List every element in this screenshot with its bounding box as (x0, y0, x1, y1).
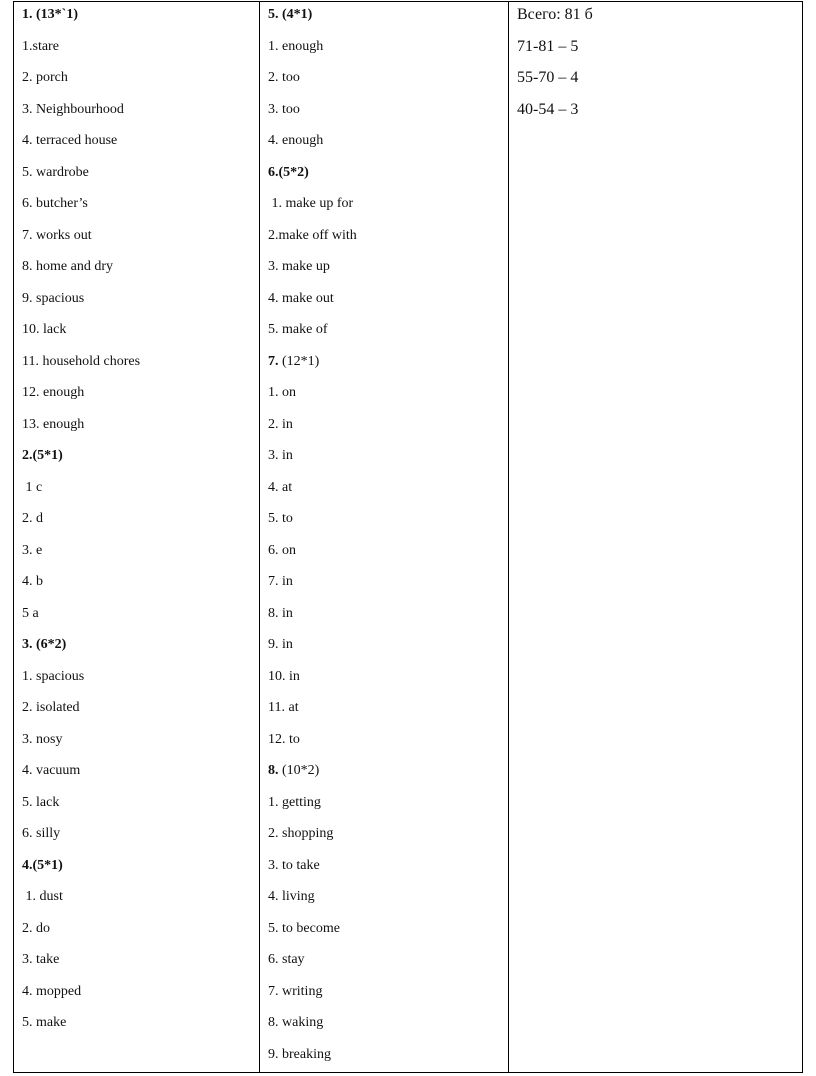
answer-row: 2. porch (22, 70, 68, 85)
answer-row: 3. e (22, 542, 43, 558)
answer-row: 8. in (268, 605, 293, 621)
task-number: 7. (268, 353, 279, 369)
answer-row: 6. stay (268, 952, 305, 967)
answer-row: 5. make (22, 1015, 67, 1030)
answer-row: 2.(5*1) (22, 448, 63, 463)
answer-row: 10. lack (22, 322, 67, 337)
answer-row: 8. home and dry (22, 259, 113, 274)
answer-row: 2. do (22, 920, 50, 936)
answer-row: 4. make out (268, 290, 334, 306)
answer-row: 1. (13*`1) (22, 7, 78, 22)
answer-row: 5. to (268, 511, 293, 526)
answer-row: 4. terraced house (22, 133, 118, 148)
answer-row: 12. to (268, 731, 300, 747)
answer-row: 3. (6*2) (22, 637, 67, 652)
answer-row: 1. enough (268, 38, 324, 54)
answer-row: 10. in (268, 668, 300, 684)
score-column (509, 2, 802, 1072)
answer-row: 3. Neighbourhood (22, 101, 124, 117)
answer-row: 7. works out (22, 227, 92, 243)
answer-row: 7. in (268, 574, 293, 589)
answer-row: 5. (4*1) (268, 7, 313, 22)
answer-row: 9. breaking (268, 1046, 331, 1062)
answer-row: 12. enough (22, 385, 85, 400)
answer-row: 2. d (22, 511, 43, 526)
answer-row: 9. spacious (22, 290, 85, 306)
answer-row: 4. b (22, 574, 43, 589)
answer-row: 5. lack (22, 794, 60, 810)
answer-row: 1. make up for (268, 196, 354, 211)
answer-row: 3. make up (268, 259, 330, 274)
answer-row: 5 a (22, 605, 39, 621)
answer-row: 13. enough (22, 416, 85, 432)
answer-row: 2.make off with (268, 227, 357, 243)
answer-row: 2. isolated (22, 700, 80, 715)
task-number: 8. (268, 763, 279, 778)
answer-key-table (13, 1, 803, 1073)
answer-row: 1. spacious (22, 668, 85, 684)
answer-row: 11. household chores (22, 353, 141, 369)
answer-row: 5. to become (268, 920, 340, 936)
task-points: (10*2) (278, 763, 320, 778)
answer-row: 2. shopping (268, 826, 334, 841)
answer-row: 7. writing (268, 983, 323, 999)
grade-range: 40-54 – 3 (517, 100, 579, 118)
answer-row: 6. silly (22, 826, 61, 841)
answer-row: 1. on (268, 385, 296, 400)
answer-row: 3. take (22, 952, 60, 967)
answer-row: 11. at (268, 700, 299, 715)
answer-row: 1 c (22, 479, 43, 495)
answer-row: 4. enough (268, 133, 324, 148)
answer-row: 6. on (268, 542, 296, 558)
task-points: (12*1) (278, 353, 320, 369)
answer-row: 2. too (268, 70, 300, 85)
answer-row: 3. too (268, 101, 300, 117)
answer-row: 3. to take (268, 857, 320, 873)
answer-row: 1.stare (22, 38, 59, 54)
answer-row: 4. living (268, 889, 315, 904)
answer-row: 6.(5*2) (268, 164, 309, 180)
answer-row: 1. getting (268, 794, 321, 810)
answer-row: 6. butcher’s (22, 196, 88, 211)
answer-row (268, 763, 319, 779)
answer-row: 3. nosy (22, 731, 63, 747)
grade-range: 55-70 – 4 (517, 69, 579, 86)
answer-row (268, 354, 319, 370)
answer-row: 3. in (268, 448, 293, 463)
answer-row: 1. dust (22, 889, 63, 904)
answer-row: 9. in (268, 637, 293, 652)
answer-row: 4. at (268, 479, 293, 495)
total-score: Всего: 81 б (517, 6, 593, 23)
answer-column-1 (14, 2, 260, 1072)
answer-row: 5. wardrobe (22, 164, 89, 180)
answer-column-2 (260, 2, 509, 1072)
answer-row: 2. in (268, 416, 293, 432)
answer-row: 4. vacuum (22, 763, 81, 778)
answer-row: 8. waking (268, 1015, 324, 1030)
grade-range: 71-81 – 5 (517, 37, 579, 55)
answer-row: 4.(5*1) (22, 857, 63, 873)
answer-row: 4. mopped (22, 983, 82, 999)
answer-row: 5. make of (268, 322, 328, 337)
